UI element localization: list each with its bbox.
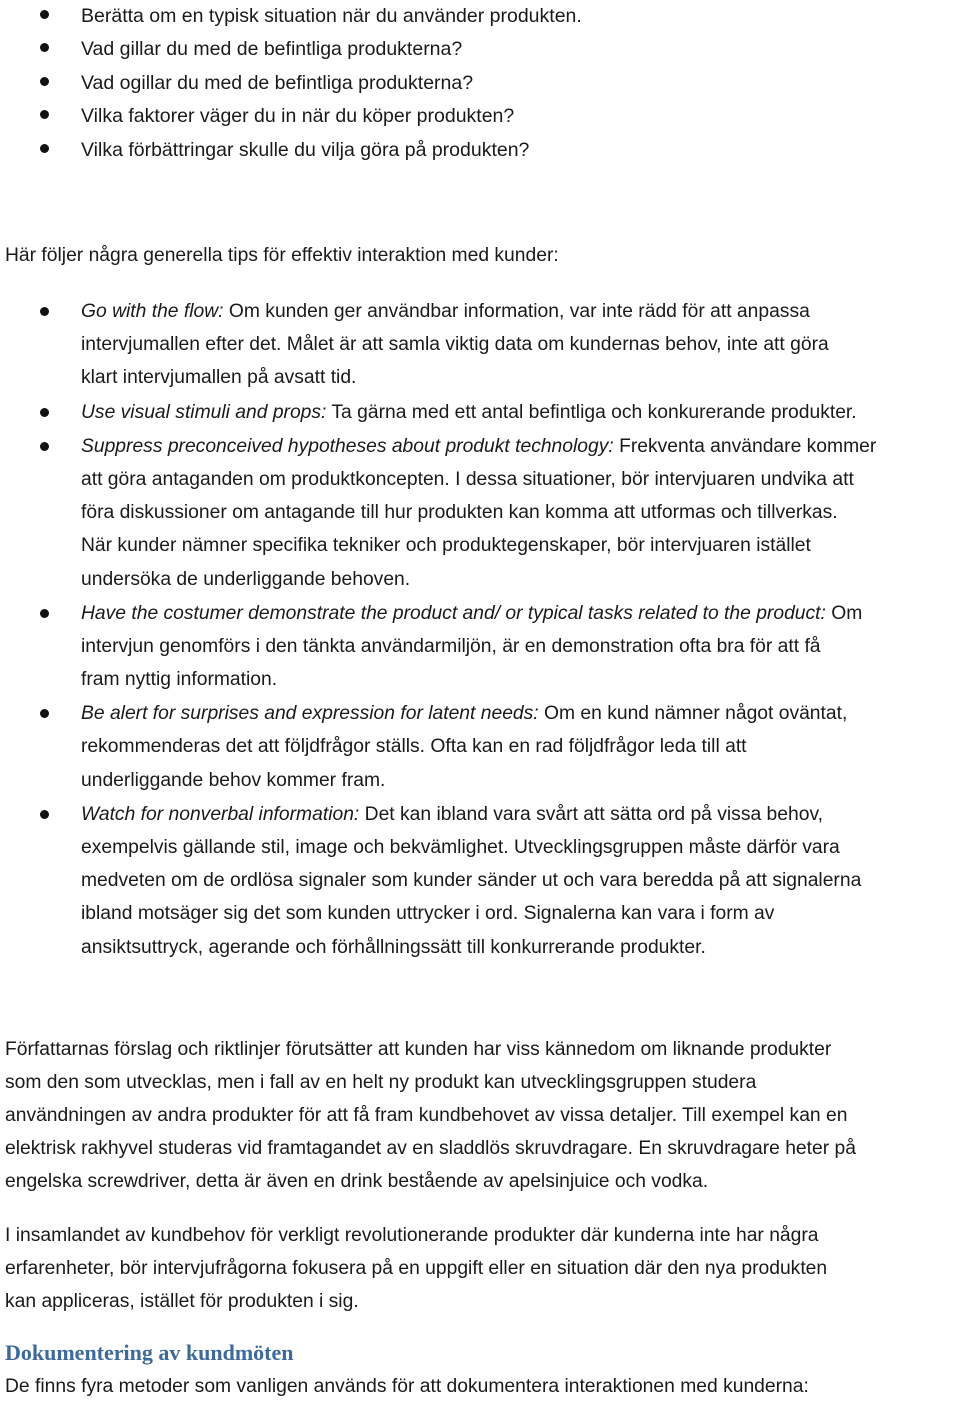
tip-line <box>81 430 960 463</box>
tip-text: Ta gärna med ett antal befintliga och konkurerande produkter. <box>326 401 857 423</box>
question-text: Vilka förbättringar skulle du vilja göra på produkten? <box>81 138 530 161</box>
section-heading: Dokumentering av kundmöten <box>5 1340 294 1365</box>
bullet-icon <box>40 43 49 52</box>
paragraph-line: erfarenheter, bör intervjufrågorna fokusera på en uppgift eller en situation där den nya produkten <box>5 1258 828 1279</box>
tip-line: att göra antaganden om produktkoncepten. I dessa situationer, bör intervjuaren undvika att <box>81 468 854 490</box>
paragraph-line: Författarnas förslag och riktlinjer förutsätter att kunden har viss kännedom om liknande produkter <box>5 1039 832 1060</box>
tip-item <box>0 697 960 797</box>
tip-line: intervjun genomförs i den tänkta användarmiljön, är en demonstration ofta bra för att få <box>81 635 821 657</box>
tip-line: När kunder nämner specifika tekniker och produktegenskaper, bör intervjuaren istället <box>81 535 811 557</box>
tip-line: medveten om de ordlösa signaler som kunder sänder ut och vara beredda på att signalerna <box>81 870 862 892</box>
tip-line: klart intervjumallen på avsatt tid. <box>81 367 357 389</box>
bullet-icon <box>40 77 49 86</box>
tip-line: undersöka de underliggande behoven. <box>81 568 411 590</box>
tip-text: Om <box>825 602 863 624</box>
tips-list <box>0 295 960 965</box>
paragraph-line: användningen av andra produkter för att få fram kundbehovet av vissa detaljer. Till exempel kan en <box>5 1105 848 1126</box>
tip-item <box>0 295 960 395</box>
tips-intro-paragraph: Här följer några generella tips för effektiv interaktion med kunder: <box>5 245 559 266</box>
tip-lead: Go with the flow: <box>81 301 224 322</box>
paragraph-line: kan appliceras, istället för produkten i sig. <box>5 1291 359 1312</box>
bullet-icon <box>40 144 49 153</box>
tip-text: Om kunden ger användbar information, var inte rädd för att anpassa <box>223 301 810 322</box>
tip-item <box>0 430 960 596</box>
tip-line: exempelvis gällande stil, image och bekvämlighet. Utvecklingsgruppen måste därför vara <box>81 837 840 858</box>
question-text: Berätta om en typisk situation när du använder produkten. <box>81 5 582 27</box>
tip-lead: Be alert for surprises and expression for latent needs: <box>81 703 539 725</box>
tip-item <box>0 597 960 697</box>
bullet-icon <box>40 709 49 718</box>
bullet-icon <box>40 442 49 451</box>
list-item <box>0 0 960 33</box>
tip-line <box>81 798 960 831</box>
tip-lead: Have the costumer demonstrate the product and/ or typical tasks related to the product: <box>81 602 826 624</box>
paragraph-line: engelska screwdriver, detta är även en drink bestående av apelsinjuice och vodka. <box>5 1171 709 1192</box>
bullet-icon <box>40 110 49 119</box>
bullet-icon <box>40 408 49 417</box>
bullet-icon <box>40 307 49 316</box>
interview-question-list <box>0 0 960 167</box>
question-text: Vad gillar du med de befintliga produkterna? <box>81 38 463 61</box>
tip-lead: Watch for nonverbal information: <box>81 803 360 825</box>
tip-line: fram nyttig information. <box>81 669 278 691</box>
tip-text: Om en kund nämner något oväntat, <box>538 703 848 725</box>
tip-line <box>81 295 960 328</box>
tip-line: ansiktsuttryck, agerande och förhållningssätt till konkurrerande produkter. <box>81 936 706 958</box>
tip-line: intervjumallen efter det. Målet är att samla viktig data om kundernas behov, inte att göra <box>81 334 829 356</box>
bullet-icon <box>40 609 49 618</box>
list-item <box>0 100 960 133</box>
paragraph-line: I insamlandet av kundbehov för verkligt revolutionerande produkter där kunderna inte har några <box>5 1225 819 1246</box>
tip-item <box>0 396 960 429</box>
list-item <box>0 134 960 167</box>
tip-line: rekommenderas det att följdfrågor ställs. Ofta kan en rad följdfrågor leda till att <box>81 736 747 758</box>
bullet-icon <box>40 810 49 819</box>
tip-lead: Suppress preconceived hypotheses about produkt technology: <box>81 435 614 457</box>
tip-line: ibland motsäger sig det som kunden uttrycker i ord. Signalerna kan vara i form av <box>81 903 775 925</box>
tip-text: Frekventa användare kommer <box>613 435 877 457</box>
paragraph-line: elektrisk rakhyvel studeras vid framtagandet av en sladdlös skruvdragare. En skruvdragare heter på <box>5 1138 856 1159</box>
tip-item <box>0 798 960 964</box>
paragraph-line: som den som utvecklas, men i fall av en helt ny produkt kan utvecklingsgruppen studera <box>5 1072 757 1093</box>
question-text: Vad ogillar du med de befintliga produkterna? <box>81 71 474 94</box>
tip-text: Det kan ibland vara svårt att sätta ord på vissa behov, <box>359 803 824 825</box>
question-text: Vilka faktorer väger du in när du köper produkten? <box>81 105 515 128</box>
tip-line: föra diskussioner om antagande till hur produkten kan komma att utformas och tillverkas. <box>81 502 838 524</box>
section-intro-paragraph: De finns fyra metoder som vanligen används för att dokumentera interaktionen med kunderna: <box>5 1376 809 1397</box>
bullet-icon <box>40 10 49 19</box>
list-item <box>0 33 960 66</box>
tip-line <box>81 597 960 630</box>
tip-line <box>81 396 960 429</box>
tip-line <box>81 697 960 730</box>
tip-line: underliggande behov kommer fram. <box>81 769 386 791</box>
tip-lead: Use visual stimuli and props: <box>81 401 327 423</box>
list-item <box>0 67 960 100</box>
